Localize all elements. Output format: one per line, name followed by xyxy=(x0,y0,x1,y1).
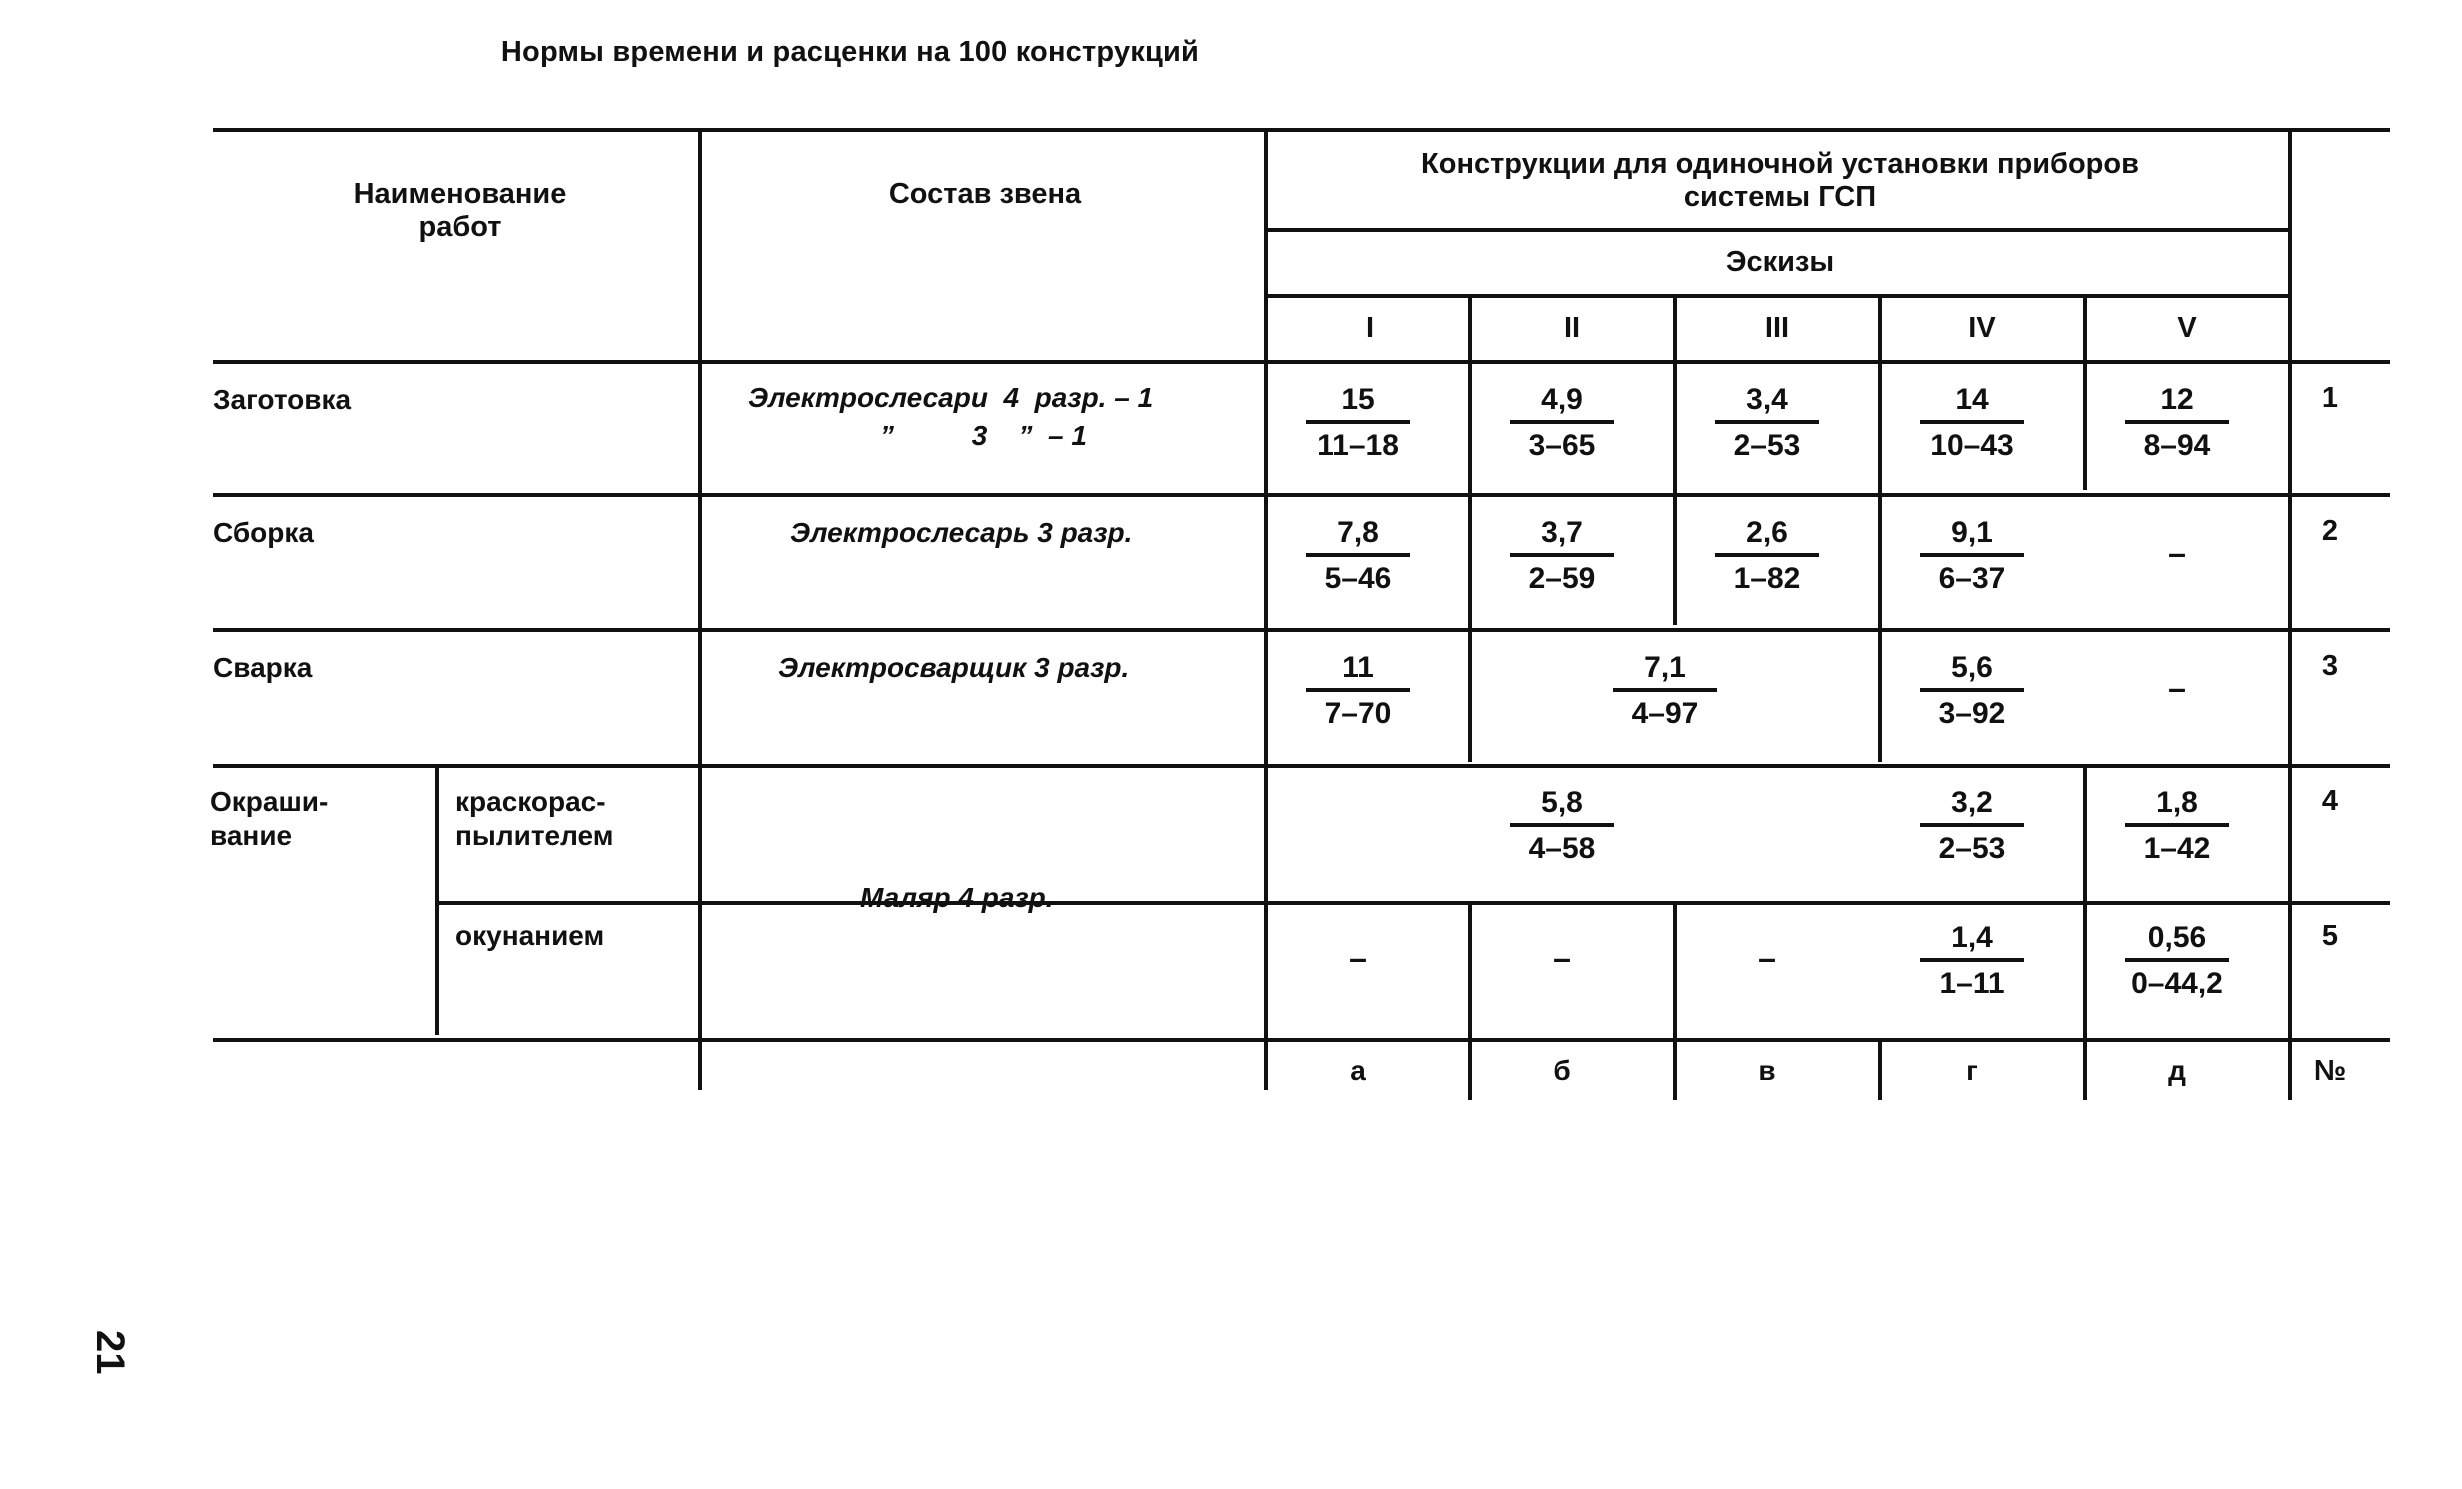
fraction-bar xyxy=(1920,553,2024,557)
row-4-subname: краскорас- пылителем xyxy=(455,786,614,851)
fraction-bar xyxy=(1306,553,1410,557)
footer-col-b: б xyxy=(1553,1055,1571,1086)
row-5-value-4 xyxy=(1907,920,2037,1002)
row-4-value-1 xyxy=(1497,785,1627,867)
sketch-col-5: V xyxy=(2177,312,2197,344)
norm-time: 2,6 xyxy=(1746,516,1788,549)
rate: 7–70 xyxy=(1324,697,1392,730)
rate: 10–43 xyxy=(1930,429,2014,462)
header-constructions: Конструкции для одиночной установки приборов системы ГСП xyxy=(1421,148,2139,213)
norm-time: 5,6 xyxy=(1951,651,1993,684)
fraction-bar xyxy=(2125,420,2229,424)
row-3-value-1 xyxy=(1293,650,1423,732)
footer-col-d: д xyxy=(2168,1055,2186,1086)
rate: 4–58 xyxy=(1528,832,1596,865)
fraction-bar xyxy=(2125,958,2229,962)
row-1-value-1 xyxy=(1293,382,1423,464)
row-5-value-3-dash: – xyxy=(1758,940,1776,976)
rate: 0–44,2 xyxy=(2131,967,2223,1000)
row-4-value-2 xyxy=(1907,785,2037,867)
fraction-bar xyxy=(1715,553,1819,557)
header-crew: Состав звена xyxy=(888,178,1082,210)
row-1-number: 1 xyxy=(2321,382,2339,414)
page-number: 21 xyxy=(88,1330,132,1375)
norm-time: 3,2 xyxy=(1951,786,1993,819)
norm-time: 11 xyxy=(1342,651,1374,684)
fraction-bar xyxy=(1715,420,1819,424)
row-2-value-5-dash: – xyxy=(2168,535,2186,571)
norm-time: 5,8 xyxy=(1541,786,1583,819)
row-3-number: 3 xyxy=(2321,650,2339,682)
norm-time: 1,4 xyxy=(1951,921,1993,954)
row-3-value-4-dash: – xyxy=(2168,670,2186,706)
rate: 3–65 xyxy=(1528,429,1596,462)
row-3-value-2 xyxy=(1600,650,1730,732)
sketch-col-3: III xyxy=(1764,312,1790,344)
footer-col-number: № xyxy=(2313,1055,2347,1087)
row-1-value-4 xyxy=(1907,382,2037,464)
row-4-name: Окраши- вание xyxy=(210,786,329,851)
row-2-value-2 xyxy=(1497,515,1627,597)
row-4-number: 4 xyxy=(2321,785,2339,817)
norm-time: 0,56 xyxy=(2147,921,2207,954)
norm-time: 1,8 xyxy=(2156,786,2198,819)
norm-time: 12 xyxy=(2160,383,2194,416)
rate: 11–18 xyxy=(1317,429,1399,462)
fraction-bar xyxy=(1920,688,2024,692)
norm-time: 7,8 xyxy=(1337,516,1379,549)
fraction-bar xyxy=(1510,420,1614,424)
sketch-col-4: IV xyxy=(1968,312,1996,344)
sketch-col-2: II xyxy=(1563,312,1581,344)
norm-time: 3,7 xyxy=(1541,516,1583,549)
sketch-col-1: I xyxy=(1365,312,1375,344)
row-1-value-2 xyxy=(1497,382,1627,464)
row-3-name: Сварка xyxy=(213,652,313,683)
row-2-crew: Электрослесарь 3 разр. xyxy=(790,517,1133,548)
norm-time: 9,1 xyxy=(1951,516,1993,549)
row-2-name: Сборка xyxy=(213,517,314,548)
rate: 1–42 xyxy=(2143,832,2211,865)
row-1-crew-line-1: Электрослесари 4 разр. – 1 xyxy=(748,382,1154,413)
row-2-value-1 xyxy=(1293,515,1423,597)
row-5-value-5 xyxy=(2112,920,2242,1002)
footer-col-g: г xyxy=(1966,1055,1978,1086)
rate: 1–11 xyxy=(1939,967,2005,1000)
rate: 3–92 xyxy=(1938,697,2006,730)
rate: 5–46 xyxy=(1324,562,1392,595)
header-work-name: Наименование работ xyxy=(353,178,567,243)
rate: 8–94 xyxy=(2143,429,2211,462)
fraction-bar xyxy=(1510,823,1614,827)
page-title: Нормы времени и расценки на 100 конструкций xyxy=(500,36,1200,68)
row-1-crew-line-2: ” 3 ” – 1 xyxy=(880,420,1087,451)
header-sketches: Эскизы xyxy=(1725,246,1835,278)
norm-time: 3,4 xyxy=(1746,383,1788,416)
fraction-bar xyxy=(1613,688,1717,692)
norm-time: 15 xyxy=(1341,383,1375,416)
fraction-bar xyxy=(1920,958,2024,962)
fraction-bar xyxy=(1306,688,1410,692)
row-5-subname: окунанием xyxy=(455,920,605,951)
rate: 2–59 xyxy=(1528,562,1596,595)
rate: 6–37 xyxy=(1938,562,2006,595)
fraction-bar xyxy=(1510,553,1614,557)
row-5-value-1-dash: – xyxy=(1349,940,1367,976)
rate: 1–82 xyxy=(1733,562,1801,595)
norm-time: 7,1 xyxy=(1644,651,1686,684)
fraction-bar xyxy=(1920,420,2024,424)
row-5-value-2-dash: – xyxy=(1553,940,1571,976)
row-3-crew: Электросварщик 3 разр. xyxy=(778,652,1130,683)
footer-col-a: а xyxy=(1350,1055,1366,1086)
norm-time: 4,9 xyxy=(1541,383,1583,416)
row-1-value-3 xyxy=(1702,382,1832,464)
row-1-name: Заготовка xyxy=(213,384,352,415)
fraction-bar xyxy=(2125,823,2229,827)
row-5-number: 5 xyxy=(2321,920,2339,952)
rate: 2–53 xyxy=(1938,832,2006,865)
row-2-number: 2 xyxy=(2321,515,2339,547)
row-2-value-4 xyxy=(1907,515,2037,597)
row-4-value-3 xyxy=(2112,785,2242,867)
row-1-value-5 xyxy=(2112,382,2242,464)
row-3-value-3 xyxy=(1907,650,2037,732)
fraction-bar xyxy=(1306,420,1410,424)
row-4-5-crew: Маляр 4 разр. xyxy=(860,882,1054,913)
rate: 2–53 xyxy=(1733,429,1801,462)
norm-time: 14 xyxy=(1955,383,1989,416)
rate: 4–97 xyxy=(1631,697,1699,730)
footer-col-v: в xyxy=(1758,1055,1776,1086)
fraction-bar xyxy=(1920,823,2024,827)
row-2-value-3 xyxy=(1702,515,1832,597)
